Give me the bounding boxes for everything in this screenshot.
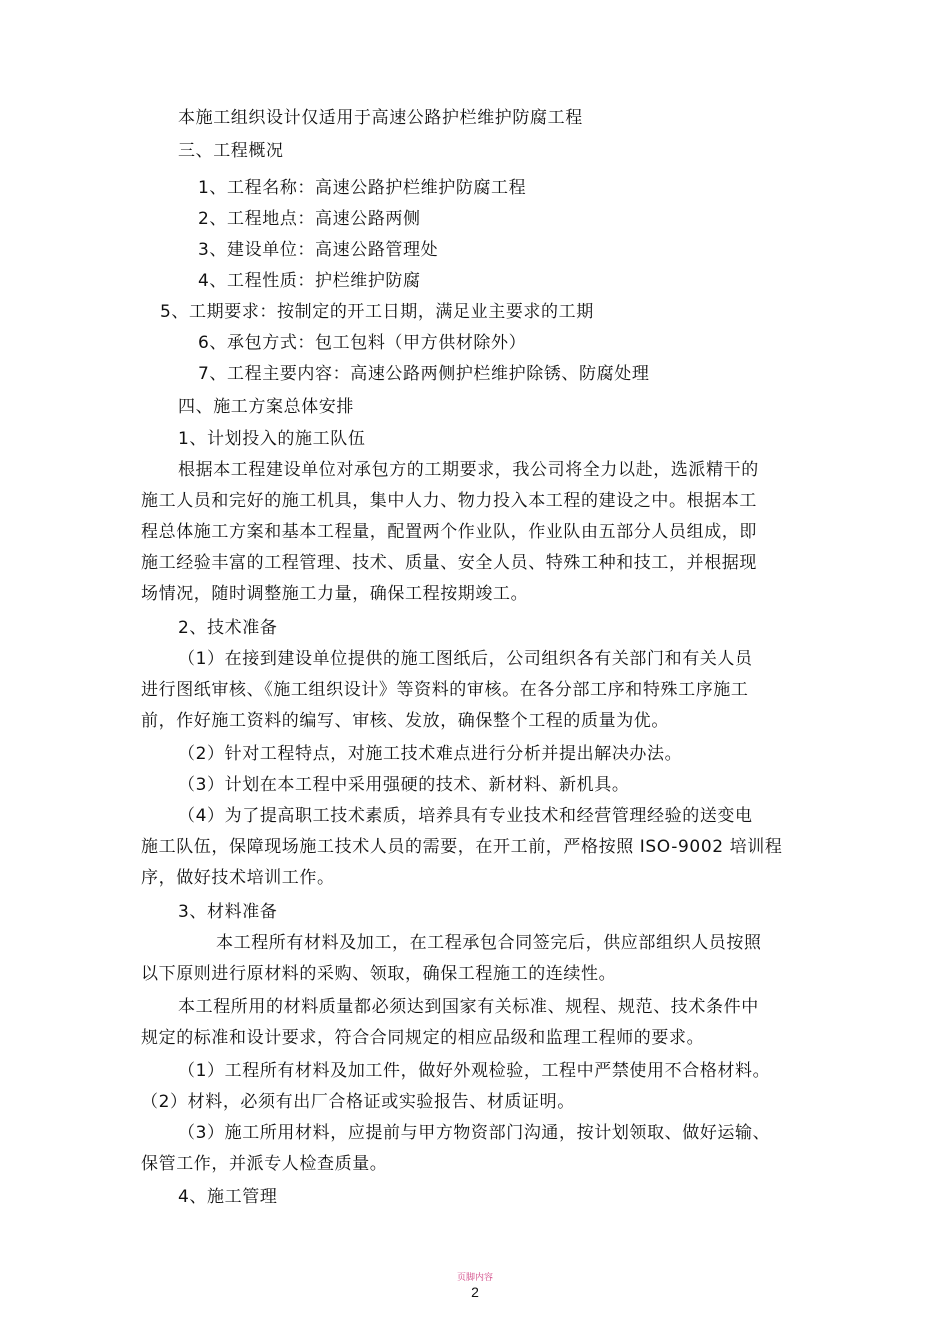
paragraph-line: 序，做好技术培训工作。 xyxy=(141,868,335,888)
paragraph-line: 规定的标准和设计要求，符合合同规定的相应品级和监理工程师的要求。 xyxy=(141,1028,705,1048)
paragraph-line: 程总体施工方案和基本工程量，配置两个作业队，作业队由五部分人员组成，即 xyxy=(141,522,757,542)
overview-item: 3、建设单位：高速公路管理处 xyxy=(198,240,439,260)
paragraph-line: （2）材料，必须有出厂合格证或实验报告、材质证明。 xyxy=(141,1092,575,1112)
paragraph-line: （1）工程所有材料及加工件，做好外观检验，工程中严禁使用不合格材料。 xyxy=(178,1061,771,1081)
paragraph-line: （3）计划在本工程中采用强硬的技术、新材料、新机具。 xyxy=(178,775,630,795)
section-heading: 四、施工方案总体安排 xyxy=(178,397,354,417)
paragraph-line: 保管工作，并派专人检查质量。 xyxy=(141,1154,388,1174)
paragraph-line: 施工队伍，保障现场施工技术人员的需要，在开工前，严格按照 ISO-9002 培训程 xyxy=(141,837,783,857)
paragraph-line: 进行图纸审核、《施工组织设计》等资料的审核。在各分部工序和特殊工序施工 xyxy=(141,680,749,700)
paragraph-line: （4）为了提高职工技术素质，培养具有专业技术和经营管理经验的送变电 xyxy=(178,806,753,826)
scope-line: 本施工组织设计仅适用于高速公路护栏维护防腐工程 xyxy=(178,108,583,128)
page-number: 2 xyxy=(471,1284,479,1300)
paragraph-line: （2）针对工程特点，对施工技术难点进行分析并提出解决办法。 xyxy=(178,744,683,764)
overview-item: 7、工程主要内容：高速公路两侧护栏维护除锈、防腐处理 xyxy=(198,364,650,384)
paragraph-line: 施工经验丰富的工程管理、技术、质量、安全人员、特殊工种和技工，并根据现 xyxy=(141,553,757,573)
subsection-heading: 3、材料准备 xyxy=(178,902,278,922)
overview-item: 5、工期要求：按制定的开工日期，满足业主要求的工期 xyxy=(160,302,594,322)
paragraph-line: 场情况，随时调整施工力量，确保工程按期竣工。 xyxy=(141,584,529,604)
overview-item: 4、工程性质：护栏维护防腐 xyxy=(198,271,421,291)
paragraph-line: 本工程所用的材料质量都必须达到国家有关标准、规程、规范、技术条件中 xyxy=(178,997,759,1017)
overview-item: 6、承包方式：包工包料（甲方供材除外） xyxy=(198,333,527,353)
overview-item: 2、工程地点：高速公路两侧 xyxy=(198,209,421,229)
paragraph-line: （3）施工所用材料，应提前与甲方物资部门沟通，按计划领取、做好运输、 xyxy=(178,1123,771,1143)
subsection-heading: 1、计划投入的施工队伍 xyxy=(178,429,366,449)
subsection-heading: 4、施工管理 xyxy=(178,1187,278,1207)
subsection-heading: 2、技术准备 xyxy=(178,618,278,638)
paragraph-line: 施工人员和完好的施工机具，集中人力、物力投入本工程的建设之中。根据本工 xyxy=(141,491,757,511)
paragraph-line: 前，作好施工资料的编写、审核、发放，确保整个工程的质量为优。 xyxy=(141,711,669,731)
footer-label: 页脚内容 xyxy=(456,1273,493,1283)
section-heading: 三、工程概况 xyxy=(178,141,284,161)
paragraph-line: （1）在接到建设单位提供的施工图纸后，公司组织各有关部门和有关人员 xyxy=(178,649,753,669)
paragraph-line: 根据本工程建设单位对承包方的工期要求，我公司将全力以赴，选派精干的 xyxy=(178,460,759,480)
paragraph-line: 本工程所有材料及加工，在工程承包合同签完后，供应部组织人员按照 xyxy=(216,933,762,953)
paragraph-line: 以下原则进行原材料的采购、领取，确保工程施工的连续性。 xyxy=(141,964,617,984)
overview-item: 1、工程名称：高速公路护栏维护防腐工程 xyxy=(198,178,527,198)
